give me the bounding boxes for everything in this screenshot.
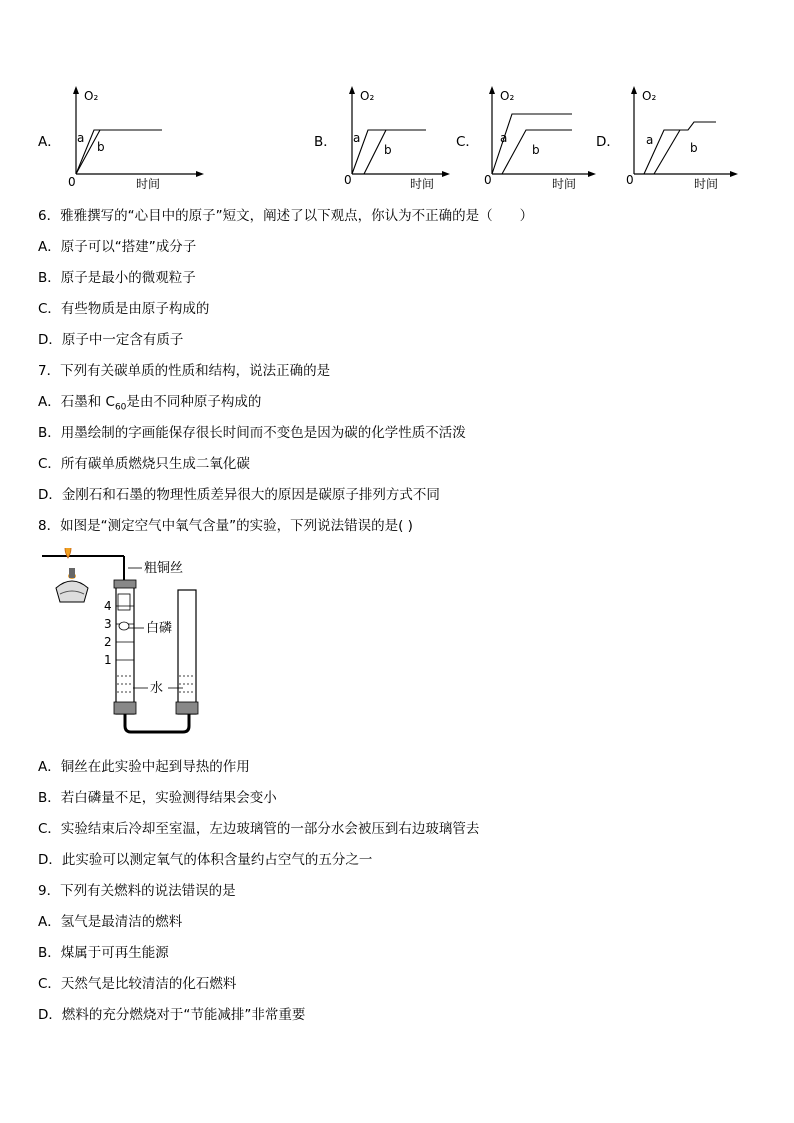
q5-d-x-label: 时间 — [694, 177, 719, 191]
q8-stem: 8．如图是“测定空气中氧气含量”的实验，下列说法错误的是( ) — [38, 518, 413, 534]
q5-a-y-label: O₂ — [84, 89, 99, 103]
q6-option-c: C．有些物质是由原子构成的 — [38, 301, 210, 317]
q5-option-a-letter: A． — [38, 134, 61, 150]
q8-apparatus-diagram — [38, 548, 238, 738]
q5-b-y-label: O₂ — [360, 89, 375, 103]
q5-c-origin: 0 — [484, 173, 492, 187]
q8-mark-4: 4 — [104, 599, 112, 613]
q5-b-curve-b: b — [384, 143, 392, 157]
q7-option-a-sub: 60 — [114, 402, 127, 413]
q7-stem: 7．下列有关碳单质的性质和结构，说法正确的是 — [38, 363, 331, 379]
q8-option-c: C．实验结束后冷却至室温，左边玻璃管的一部分水会被压到右边玻璃管去 — [38, 821, 480, 837]
q9-option-d: D．燃料的充分燃烧对于“节能减排”非常重要 — [38, 1007, 306, 1023]
q6-option-b: B．原子是最小的微观粒子 — [38, 270, 196, 286]
q9-stem: 9．下列有关燃料的说法错误的是 — [38, 883, 236, 899]
q8-option-b: B．若白磷量不足，实验测得结果会变小 — [38, 790, 277, 806]
q5-graph-d — [618, 84, 744, 194]
q8-label-phosphorus: 白磷 — [146, 621, 173, 636]
q5-a-curve-a: a — [77, 131, 85, 145]
q8-label-copper: 粗铜丝 — [144, 561, 184, 576]
q5-d-origin: 0 — [626, 173, 634, 187]
q6-stem: 6．雅雅撰写的“心目中的原子”短文，阐述了以下观点，你认为不正确的是（ ） — [38, 208, 534, 224]
q8-mark-1: 1 — [104, 653, 112, 667]
q5-a-curve-b: b — [97, 140, 105, 154]
q6-option-d: D．原子中一定含有质子 — [38, 332, 184, 348]
q9-option-a: A．氢气是最清洁的燃料 — [38, 914, 183, 930]
q8-option-d: D．此实验可以测定氧气的体积含量约占空气的五分之一 — [38, 852, 373, 868]
q9-option-c: C．天然气是比较清洁的化石燃料 — [38, 976, 237, 992]
q7-option-a-post: 是由不同种原子构成的 — [126, 394, 262, 410]
q5-b-x-label: 时间 — [410, 177, 435, 191]
q5-d-curve-b: b — [690, 141, 698, 155]
q5-c-x-label: 时间 — [552, 177, 577, 191]
q5-option-b-letter: B． — [314, 134, 337, 150]
q8-mark-2: 2 — [104, 635, 112, 649]
q5-graph-a — [60, 84, 210, 194]
q5-c-y-label: O₂ — [500, 89, 515, 103]
q5-graph-b — [336, 84, 456, 194]
q8-mark-3: 3 — [104, 617, 112, 631]
q5-d-curve-a: a — [646, 133, 654, 147]
q5-c-curve-a: a — [500, 131, 508, 145]
q7-option-b: B．用墨绘制的字画能保存很长时间而不变色是因为碳的化学性质不活泼 — [38, 425, 466, 441]
q5-b-origin: 0 — [344, 173, 352, 187]
q5-a-origin: 0 — [68, 175, 76, 189]
q6-option-a: A．原子可以“搭建”成分子 — [38, 239, 197, 255]
q9-option-b: B．煤属于可再生能源 — [38, 945, 169, 961]
q7-option-d: D．金刚石和石墨的物理性质差异很大的原因是碳原子排列方式不同 — [38, 487, 440, 503]
q7-option-a-pre: A．石墨和 C — [38, 394, 115, 410]
q5-graph-c — [476, 84, 602, 194]
q5-b-curve-a: a — [353, 131, 361, 145]
q5-d-y-label: O₂ — [642, 89, 657, 103]
q5-option-d-letter: D． — [596, 134, 620, 150]
q5-c-curve-b: b — [532, 143, 540, 157]
q8-label-water: 水 — [150, 681, 164, 696]
q8-option-a: A．铜丝在此实验中起到导热的作用 — [38, 759, 250, 775]
q7-option-c: C．所有碳单质燃烧只生成二氧化碳 — [38, 456, 250, 472]
q5-option-c-letter: C． — [456, 134, 479, 150]
q5-a-x-label: 时间 — [136, 177, 161, 191]
q7-option-a — [38, 393, 261, 417]
